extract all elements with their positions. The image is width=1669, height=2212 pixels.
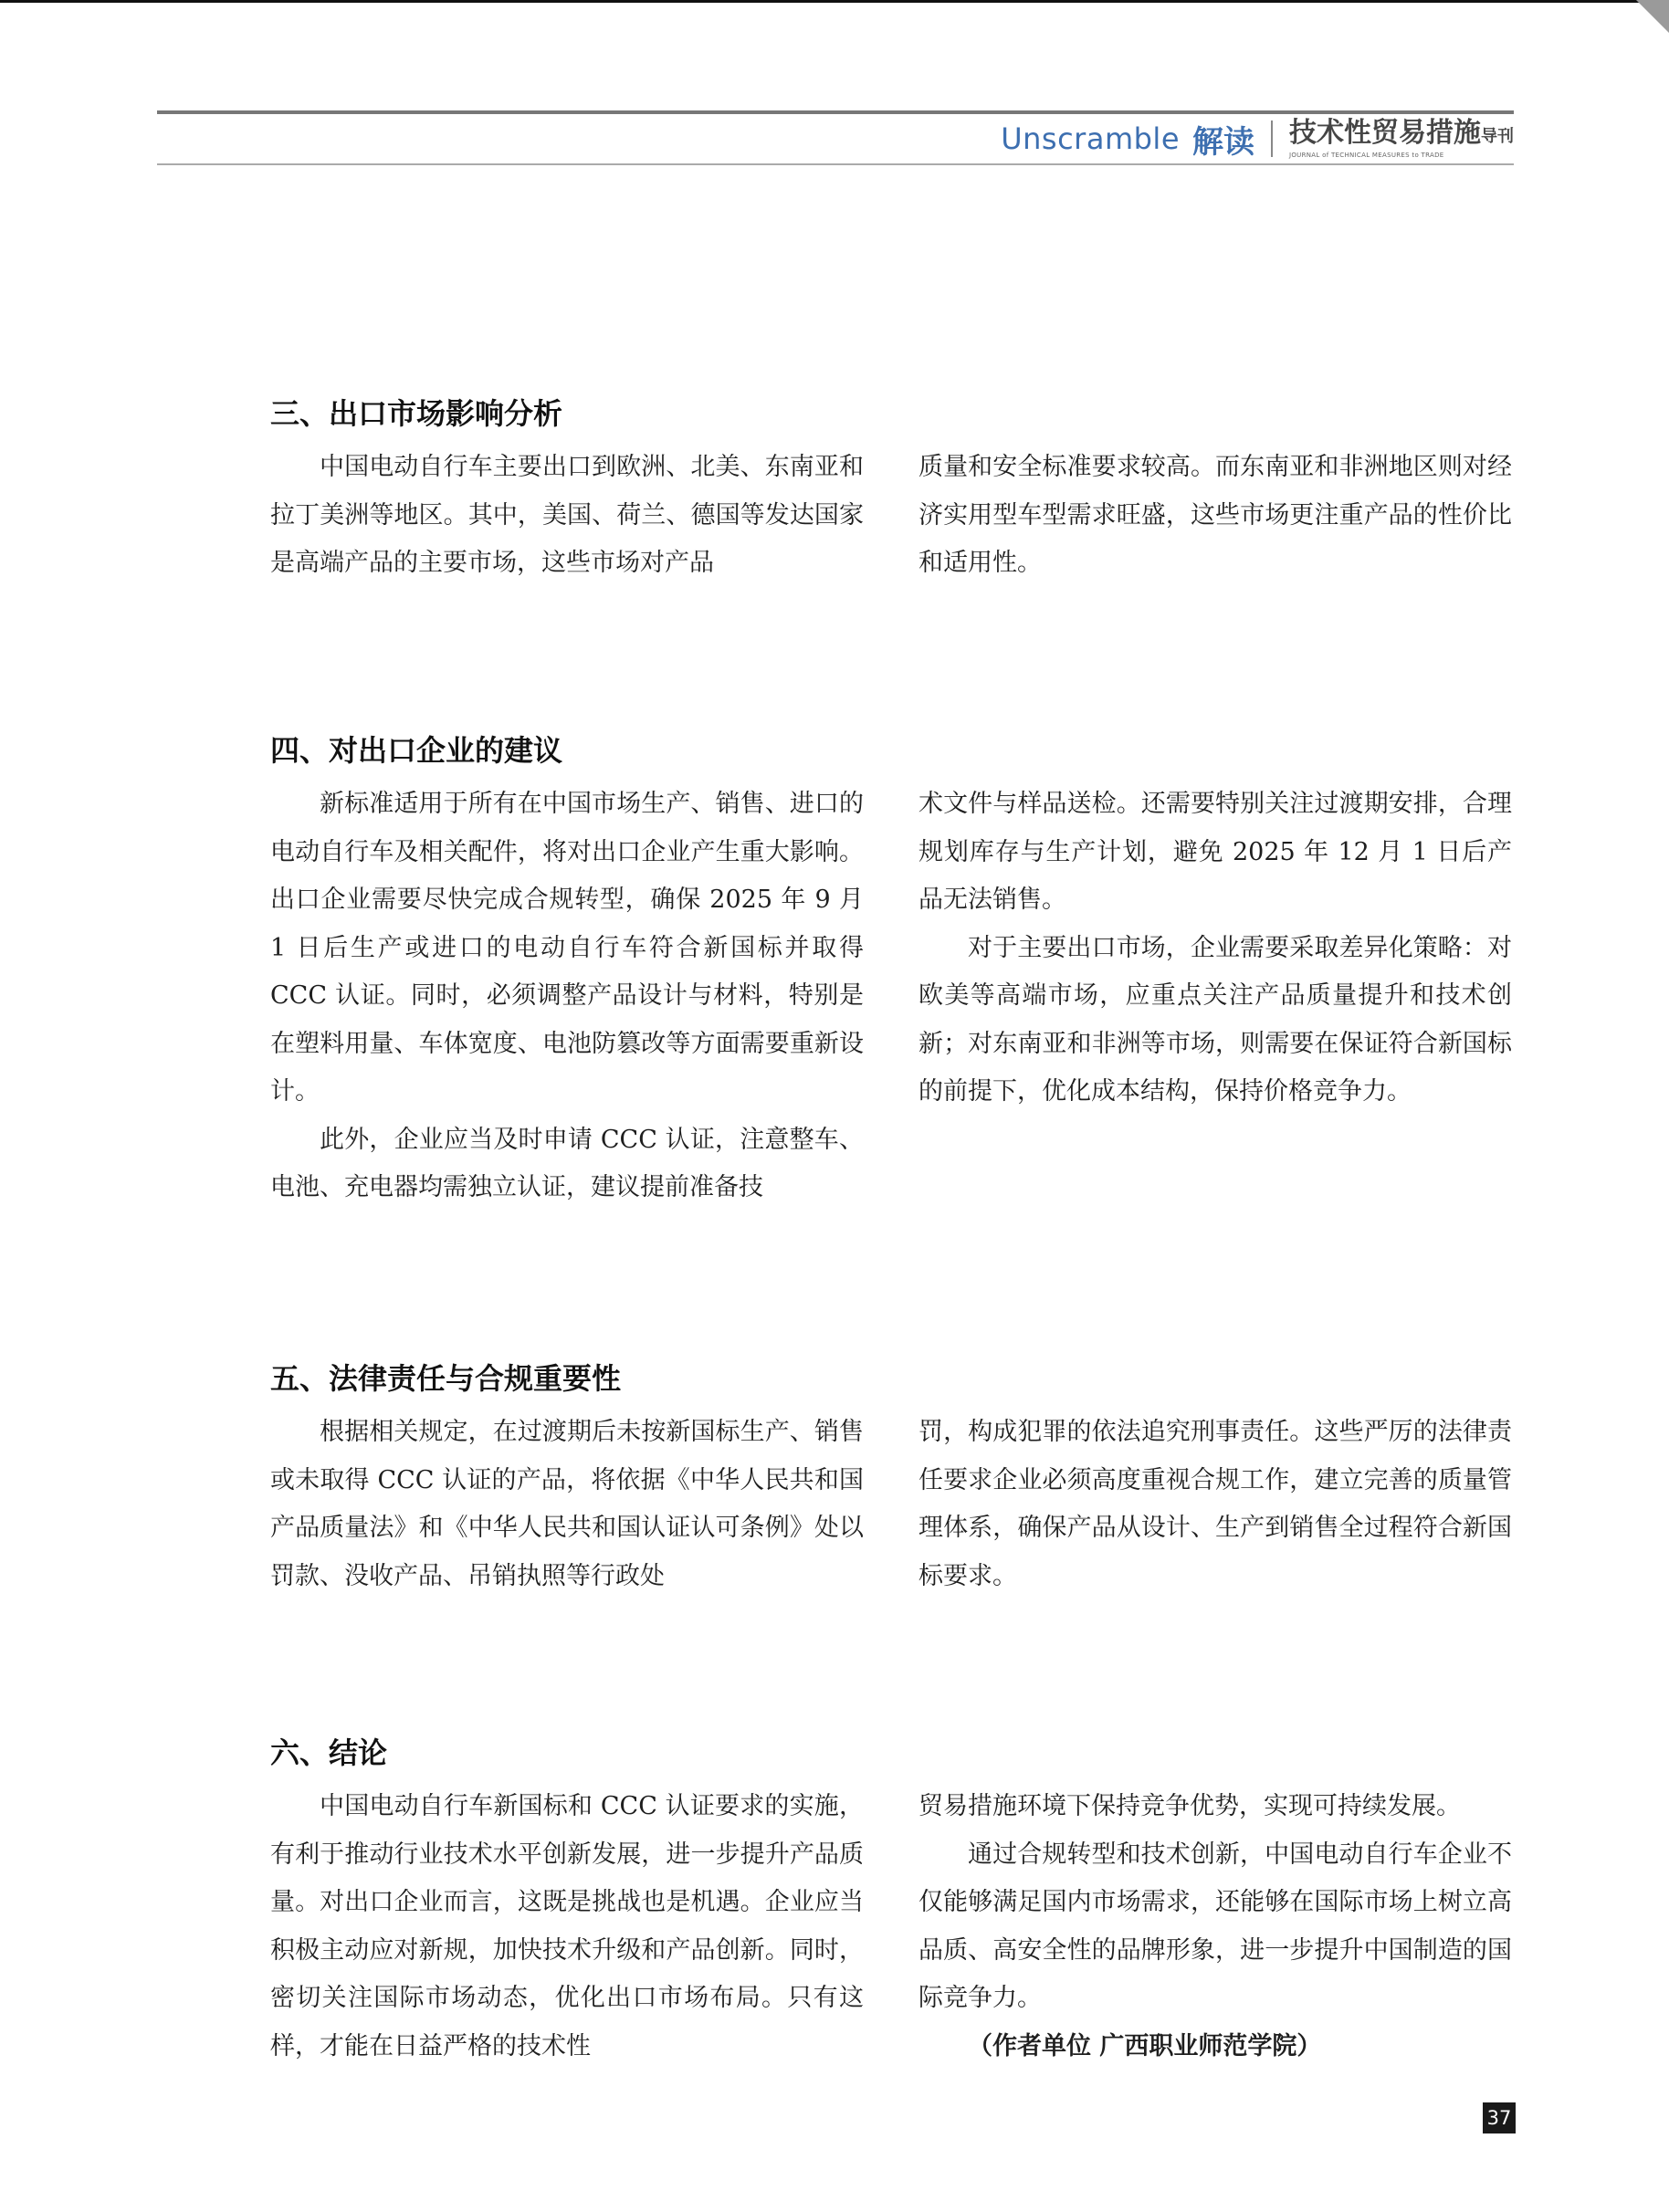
section-title: 四、对出口企业的建议 xyxy=(270,733,563,768)
header-section-cn: 解读 xyxy=(1192,123,1254,161)
paragraph: 通过合规转型和技术创新，中国电动自行车企业不仅能够满足国内市场需求，还能够在国际市场上树立高品质、高安全性的品牌形象，进一步提升中国制造的国际竞争力。 xyxy=(918,1840,1512,2012)
header-rule-bottom xyxy=(157,163,1514,165)
header-rule-top xyxy=(157,110,1514,114)
left-column xyxy=(270,781,864,1212)
section-legal-liability xyxy=(270,1356,1512,1600)
right-column xyxy=(918,1409,1512,1600)
section-title: 三、出口市场影响分析 xyxy=(270,396,563,431)
journal-name: 技术性贸易措施 xyxy=(1289,117,1481,149)
right-column xyxy=(918,444,1512,588)
paragraph-continued: 罚，构成犯罪的依法追究刑事责任。这些严厉的法律责任要求企业必须高度重视合规工作，建立完善的质量管理体系，确保产品从设计、生产到销售全过程符合新国标要求。 xyxy=(918,1418,1512,1590)
left-column xyxy=(270,1409,864,1600)
left-column xyxy=(270,444,864,588)
paragraph-continued: 质量和安全标准要求较高。而东南亚和非洲地区则对经济实用型车型需求旺盛，这些市场更注重产品的性价比和适用性。 xyxy=(918,453,1512,577)
journal-name-en: JOURNAL of TECHNICAL MEASURES to TRADE xyxy=(1289,152,1444,159)
paragraph-continued: 术文件与样品送检。还需要特别关注过渡期安排，合理规划库存与生产计划，避免 2025 年 12 月 1 日后产品无法销售。 xyxy=(918,790,1512,914)
page-number: 37 xyxy=(1483,2102,1516,2133)
paragraph-continued: 贸易措施环境下保持竞争优势，实现可持续发展。 xyxy=(918,1792,1461,1820)
paragraph: 对于主要出口市场，企业需要采取差异化策略：对欧美等高端市场，应重点关注产品质量提升和技术创新；对东南亚和非洲等市场，则需要在保证符合新国标的前提下，优化成本结构，保持价格竞争力。 xyxy=(918,933,1512,1106)
author-affiliation: （作者单位 广西职业师范学院） xyxy=(968,2031,1322,2060)
corner-fold xyxy=(1636,0,1669,33)
paragraph: 此外，企业应当及时申请 CCC 认证，注意整车、电池、充电器均需独立认证，建议提前准备技 xyxy=(270,1125,864,1201)
paragraph: 中国电动自行车主要出口到欧洲、北美、东南亚和拉丁美洲等地区。其中，美国、荷兰、德国等发达国家是高端产品的主要市场，这些市场对产品 xyxy=(270,453,864,577)
section-title: 五、法律责任与合规重要性 xyxy=(270,1361,622,1396)
right-column xyxy=(918,781,1512,1212)
header-section-en: Unscramble xyxy=(1001,121,1180,156)
header-separator xyxy=(1271,121,1273,157)
section-conclusion xyxy=(270,1730,1512,2070)
paragraph: 根据相关规定，在过渡期后未按新国标生产、销售或未取得 CCC 认证的产品，将依据《中华人民共和国产品质量法》和《中华人民共和国认证认可条例》处以罚款、没收产品、吊销执照等行政处 xyxy=(270,1418,864,1590)
section-export-market xyxy=(270,391,1512,588)
paragraph: 新标准适用于所有在中国市场生产、销售、进口的电动自行车及相关配件，将对出口企业产生重大影响。出口企业需要尽快完成合规转型，确保 2025 年 9 月 1 日后生产或进口的电动自行车符合新国标并取得 CCC 认证。同时，必须调整产品设计与材料，特别是在塑料用量、车体宽度、电池防篡改等方面需要重新设计。 xyxy=(270,790,864,1106)
journal-suffix: 导刊 xyxy=(1481,127,1514,146)
running-header xyxy=(1001,117,1514,161)
journal-logo xyxy=(1289,119,1514,159)
top-border-line xyxy=(0,0,1669,3)
section-recommendations xyxy=(270,728,1512,1212)
left-column xyxy=(270,1783,864,2070)
section-title: 六、结论 xyxy=(270,1735,388,1770)
right-column xyxy=(918,1783,1512,2070)
paragraph: 中国电动自行车新国标和 CCC 认证要求的实施，有利于推动行业技术水平创新发展，进一步提升产品质量。对出口企业而言，这既是挑战也是机遇。企业应当积极主动应对新规，加快技术升级和产品创新。同时，密切关注国际市场动态，优化出口市场布局。只有这样，才能在日益严格的技术性 xyxy=(270,1792,864,2060)
